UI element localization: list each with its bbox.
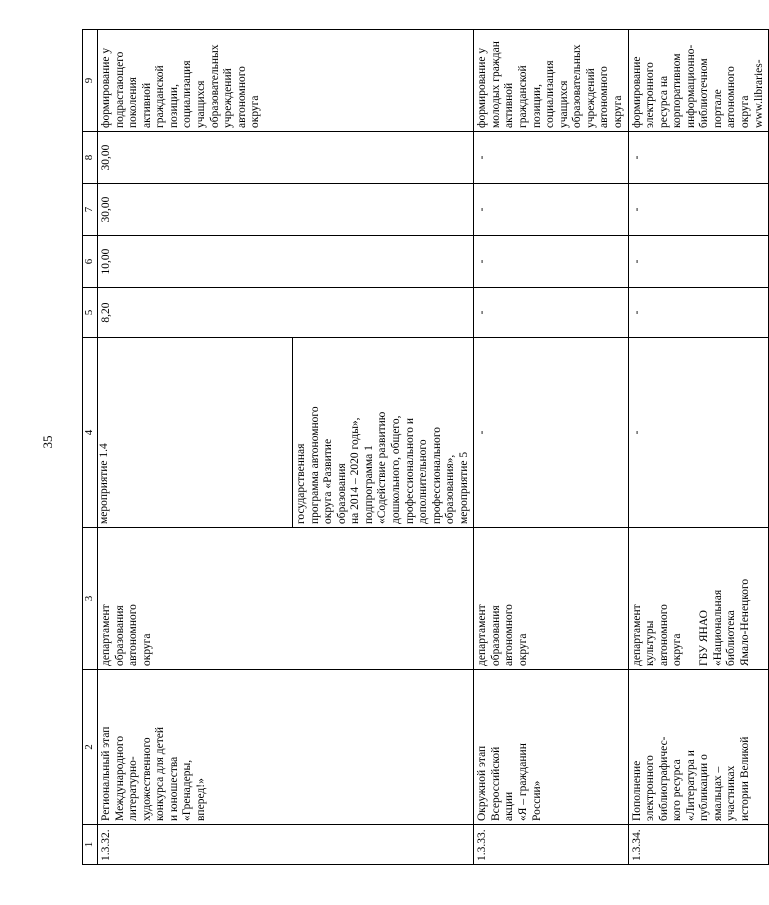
program-reference: государственная программа автономного округа «Развитие образования на 2014 – 2020 годы», подпрограмма 1 «Содействие развитию дошкольного, общего, профессионального и дополнительного профессионального образования», мероприятие 5 [293, 338, 474, 528]
events-table [82, 29, 769, 865]
program-reference: - [474, 338, 628, 528]
program-reference: - [628, 338, 769, 528]
value-col-6: - [474, 236, 628, 288]
value-col-6: - [628, 236, 769, 288]
expected-result: формирование у подрастающего поколения активной гражданской позиции, социализация учащихся образовательных учреждений автономного округа [98, 30, 474, 132]
row-number: 1.3.34. [628, 825, 769, 865]
value-col-7: 30,00 [98, 184, 474, 236]
header-cell-7: 7 [83, 184, 98, 236]
row-number: 1.3.32. [98, 825, 474, 865]
value-col-8: - [628, 132, 769, 184]
expected-result: формирование электронного ресурса на корпоративном информационно- библиотечном портале автономного округа www.libraries- [628, 30, 769, 132]
value-col-7: - [628, 184, 769, 236]
value-col-5: - [628, 288, 769, 338]
measure-label: мероприятие 1.4 [98, 338, 293, 528]
row-number: 1.3.33. [474, 825, 628, 865]
executor: департамент образования автономного округа [98, 528, 474, 670]
header-row [83, 30, 98, 865]
header-cell-1: 1 [83, 825, 98, 865]
value-col-5: - [474, 288, 628, 338]
table-row [474, 30, 628, 865]
value-col-8: - [474, 132, 628, 184]
page-number: 35 [40, 435, 55, 449]
expected-result: формирование у молодых граждан активной гражданской позиции, социализация учащихся образовательных учреждений автономного округа [474, 30, 628, 132]
header-cell-3: 3 [83, 528, 98, 670]
value-col-7: - [474, 184, 628, 236]
header-cell-4: 4 [83, 338, 98, 528]
executor: департамент культуры автономного округа ГБУ ЯНАО «Национальная библиотека Ямало-Ненецкого [628, 528, 769, 670]
rotated-table-container [82, 30, 765, 865]
header-cell-2: 2 [83, 670, 98, 825]
value-col-5: 8,20 [98, 288, 474, 338]
event-name: Окружной этап Всероссийской акции «Я – гражданин России» [474, 670, 628, 825]
table-row [98, 30, 293, 865]
header-cell-8: 8 [83, 132, 98, 184]
header-cell-6: 6 [83, 236, 98, 288]
header-cell-9: 9 [83, 30, 98, 132]
header-cell-5: 5 [83, 288, 98, 338]
table-row [628, 30, 769, 865]
value-col-6: 10,00 [98, 236, 474, 288]
event-name: Региональный этап Международного литературно- художественного конкурса для детей и юношества «Гренадеры, вперед!» [98, 670, 474, 825]
event-name: Пополнение электронного библиографичес- кого ресурса «Литература и публикации о ямальцах – участниках истории Великой [628, 670, 769, 825]
executor: департамент образования автономного округа [474, 528, 628, 670]
value-col-8: 30,00 [98, 132, 474, 184]
